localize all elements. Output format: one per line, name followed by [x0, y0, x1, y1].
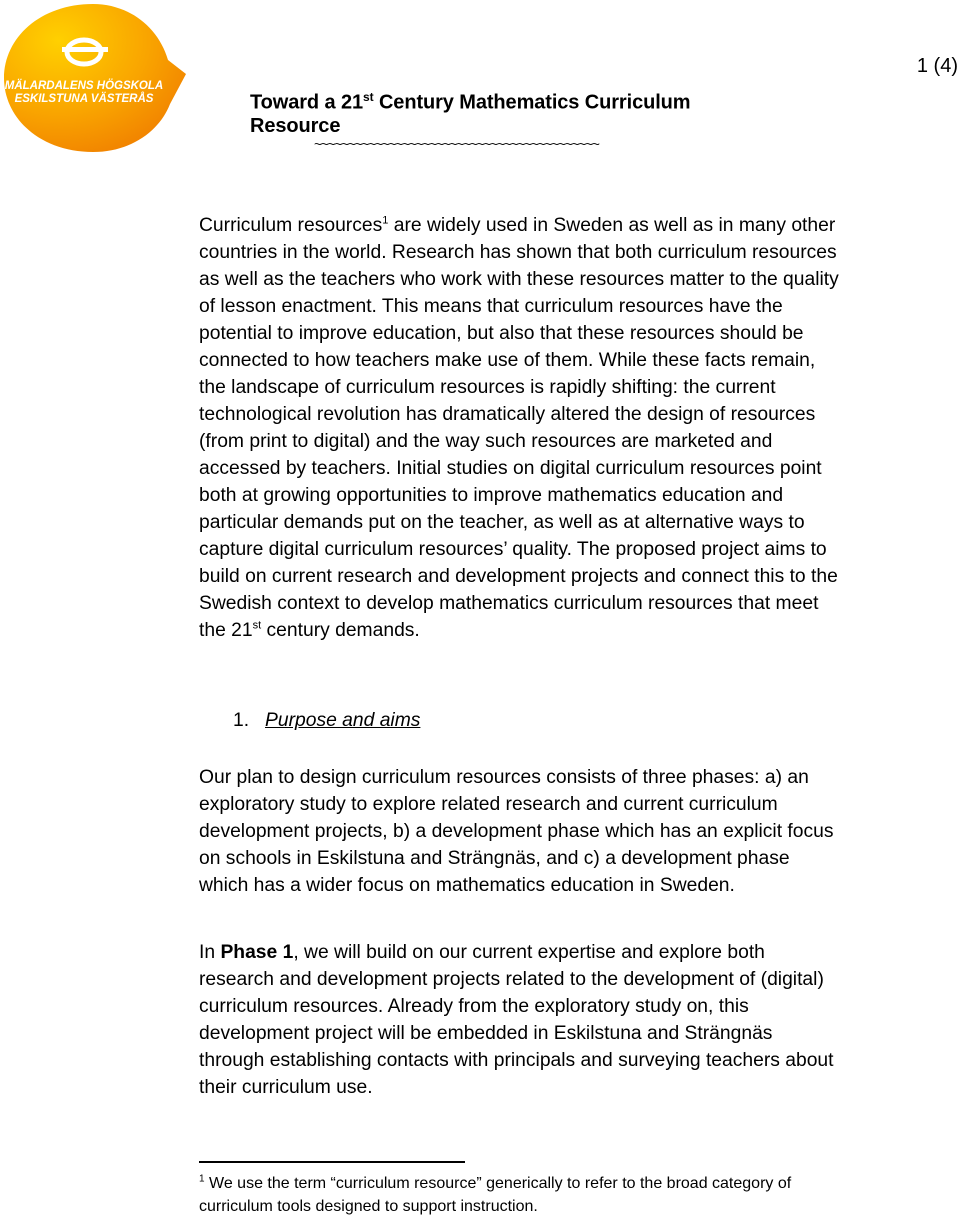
document-title: Toward a 21st Century Mathematics Curriculum Resource [250, 90, 691, 137]
footnote: $^1$ We use the term “curriculum resource” generically to refer to the broad category of curriculum tools designed to support instruction. [199, 1173, 792, 1215]
logo-text-line1: MÄLARDALENS HÖGSKOLA [4, 80, 164, 92]
plan-paragraph: Our plan to design curriculum resources consists of three phases: a) an exploratory study to explore related research and current curriculum development projects, b) a development phase which has an explicit focus on schools in Eskilstuna and Strängnäs, and c) a development phase which has a wider focus on mathematics education in Sweden. [199, 767, 834, 896]
phase1-label: Phase 1 [220, 942, 294, 963]
footnote-reference: 1 [382, 214, 389, 227]
section-title: Purpose and aims [265, 710, 421, 731]
page-number: 1 (4) [916, 55, 958, 77]
tilde-divider: ~~~~~~~~~~~~~~~~~~~~~~~~~~~~~~~~~~~~~~~~~~ [314, 135, 599, 152]
footnote-mark: 1 [199, 1173, 205, 1185]
university-logo [0, 0, 188, 156]
phase1-paragraph: In Phase 1, we will build on our current expertise and explore both research and development projects related to the development of (digital) curriculum resources. Already from the exploratory study on, this development project will be embedded in Eskilstuna and Strängnäs through establishing contacts with principals and surveying teachers about their curriculum use. [199, 942, 834, 1098]
logo-text-line2: ESKILSTUNA VÄSTERÅS [14, 93, 154, 105]
document-header [250, 90, 780, 152]
intro-paragraph: Curriculum resources$^1$ are widely used in Sweden as well as in many other countries in the world. Research has shown that both curriculum resources as well as the teachers who work with these resources matter to the quality of lesson enactment. This means that curriculum resources have the potential to improve education, but also that these resources should be connected to how teachers make use of them. While these facts remain, the landscape of curriculum resources is rapidly shifting: the current technological revolution has dramatically altered the design of resources (from print to digital) and the way such resources are marketed and accessed by teachers. Initial studies on digital curriculum resources point both at growing opportunities to improve mathematics education and particular demands put on the teacher, as well as at alternative ways to capture digital curriculum resources’ quality. The proposed project aims to build on current research and development projects and connect this to the Swedish context to develop mathematics curriculum resources that meet the 21st century demands. [199, 214, 839, 641]
footnote-separator [199, 1161, 465, 1163]
section-number: 1. [233, 710, 250, 731]
section-heading-purpose [233, 710, 420, 732]
